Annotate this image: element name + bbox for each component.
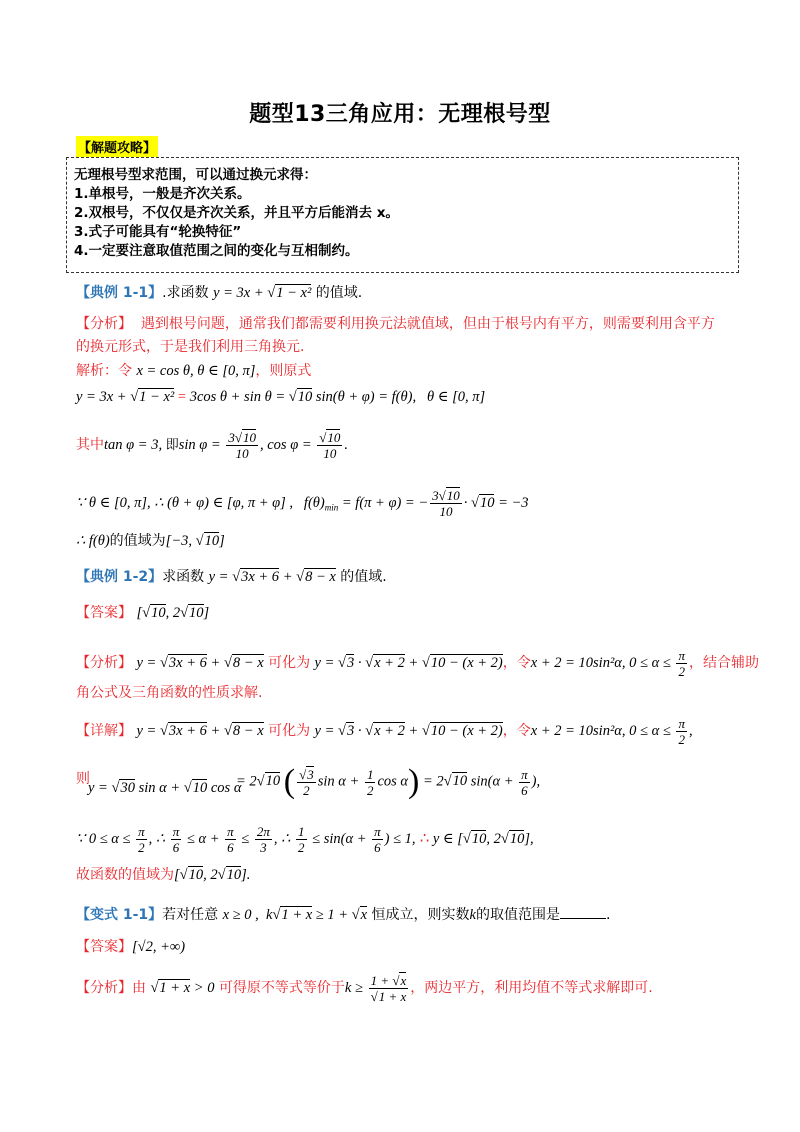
formula: = 2√10 ( $\frac{√3}{2}$ sin α + $\frac{1}{2}$ cos α) = 2√10 sin(α + $\frac{\pi}{6}$ ), [236, 763, 541, 800]
analysis-tag: 【分析】 [76, 979, 132, 996]
formula: [−3, √10] [165, 533, 225, 549]
variant-1-1-prompt: 【变式 1-1】若对任意 x ≥ 0 , k√1 + x ≥ 1 + √x 恒成立，则实数k的取值范围是 . [76, 907, 611, 923]
solution-intro: 解析：令 x = cos θ, θ ∈ [0, π]，则原式 [76, 363, 312, 379]
formula: y = √3 · √x + 2 + √10 − (x + 2) [314, 722, 503, 739]
formula: ∵ 0 ≤ α ≤ $\frac{\pi}{2}$ , ∴ $\frac{\pi}{6}$ ≤ α + $\frac{\pi}{6}$ ≤ $\frac{2\pi}{3}$ , ∴ $\frac{1}{2}$ ≤ sin(α + $\frac{\pi}{6}$ ) ≤ 1, [76, 824, 416, 855]
example-tag: 【典例 1-2】 [76, 569, 163, 585]
formula: ∵ θ ∈ [0, π], ∴ (θ + φ) ∈ [φ, π + φ] , $f(\theta)_{min} = f(\pi + \varphi)$ = − $\frac{3√10}{10}$ · √10 = −3 [76, 488, 529, 519]
conclusion-line: 故函数的值域为[√10, 2√10]. [76, 867, 251, 883]
formula: x + 2 = 10sin²α, 0 ≤ α ≤ $\frac{\pi}{2}$ , [530, 716, 693, 747]
formula: k [469, 907, 476, 923]
variant-tag: 【变式 1-1】 [76, 907, 163, 923]
formula: √1 + x > 0 [150, 979, 215, 996]
formula: y = √3 · √x + 2 + √10 − (x + 2) [314, 654, 503, 671]
formula: y = √30 sin α + √10 cos α [88, 780, 242, 796]
detail-line: 【详解】 y = √3x + 6 + √8 − x 可化为 y = √3 · √x + 2 + √10 − (x + 2)，令x + 2 = 10sin²α, 0 ≤ α ≤ $\frac{\pi}{2}$ , [76, 716, 693, 747]
strategy-line: 1.单根号，一般是齐次关系。 [74, 186, 251, 202]
analysis-tag: 【分析】 [76, 316, 132, 332]
answer-blank [560, 918, 606, 919]
formula: y = √3x + 6 + √8 − x [136, 654, 264, 671]
then-label: 则 [76, 771, 90, 787]
answer-tag: 【答案】 [76, 605, 132, 621]
inequality-line [76, 824, 534, 855]
strategy-line: 无理根号型求范围，可以通过换元求得： [74, 167, 317, 183]
example-tag: 【典例 1-1】 [76, 285, 163, 301]
formula: y = √3x + 6 + √8 − x [136, 722, 264, 739]
formula: ∴ y ∈ [√10, 2√10], [420, 830, 534, 847]
strategy-line: 3.式子可能具有“轮换特征” [74, 224, 242, 240]
strategy-tag: 【解题攻略】 [76, 136, 158, 157]
page-title: 题型13三角应用：无理根号型 [249, 102, 551, 127]
analysis-line: 【分析】由 √1 + x > 0 可得原不等式等价于k ≥ $\frac{1 + √x}{√1 + x}$ ，两边平方，利用均值不等式求解即可. [76, 973, 653, 1004]
formula: y = 3x + √1 − x² = 3cos θ + sin θ = √10 sin(θ + φ) = f(θ), θ ∈ [0, π] [76, 389, 486, 405]
detail-tag: 【详解】 [76, 722, 132, 739]
formula: x = cos θ, θ ∈ [0, π] [136, 363, 256, 379]
analysis-line: 角公式及三角函数的性质求解. [76, 685, 263, 701]
formula: ∴ f(θ) [76, 533, 110, 549]
strategy-line: 2.双根号，不仅仅是齐次关系，并且平方后能消去 x。 [74, 205, 399, 221]
where-line: 其中tan φ = 3, 即sin φ = $\frac{3√10}{10}$ , cos φ = $\frac{√10}{10}$ . [76, 430, 349, 461]
answer-line [76, 602, 209, 622]
example-1-1-prompt: 【典例 1-1】.求函数 y = 3x + √1 − x² 的值域. [76, 285, 363, 301]
analysis-tag: 【分析】 [76, 654, 132, 671]
formula: x + 2 = 10sin²α, 0 ≤ α ≤ $\frac{\pi}{2}$ [530, 648, 685, 679]
analysis-line: 【分析】 y = √3x + 6 + √8 − x 可化为 y = √3 · √x + 2 + √10 − (x + 2)，令x + 2 = 10sin²α, 0 ≤ α ≤ $\frac{\pi}{2}$ ，结合辅助 [76, 648, 759, 679]
range-line: ∴ f(θ)的值域为[−3, √10] [76, 533, 225, 549]
formula: y = √3x + 6 + √8 − x [208, 569, 336, 585]
answer-line [76, 936, 185, 956]
analysis-line: 的换元形式，于是我们利用三角换元. [76, 339, 305, 355]
formula: y = 3x + √1 − x² [213, 285, 312, 301]
formula: [√2, +∞) [132, 939, 186, 955]
formula: tan φ = 3, 即sin φ = $\frac{3√10}{10}$ , cos φ = $\frac{√10}{10}$ . [104, 430, 349, 461]
example-1-2-prompt: 【典例 1-2】求函数 y = √3x + 6 + √8 − x 的值域. [76, 569, 387, 585]
analysis-line: 【分析】 遇到根号问题，通常我们都需要利用换元法就值域，但由于根号内有平方，则需要利用含平方 [76, 316, 715, 332]
strategy-line: 4.一定要注意取值范围之间的变化与互相制约。 [74, 243, 359, 259]
formula: x ≥ 0 , k√1 + x ≥ 1 + √x [222, 907, 368, 923]
formula: [√10, 2√10]. [174, 867, 251, 883]
answer-tag: 【答案】 [76, 939, 132, 955]
formula: [√10, 2√10] [136, 605, 210, 621]
formula: k ≥ $\frac{1 + √x}{√1 + x}$ [344, 973, 407, 1004]
